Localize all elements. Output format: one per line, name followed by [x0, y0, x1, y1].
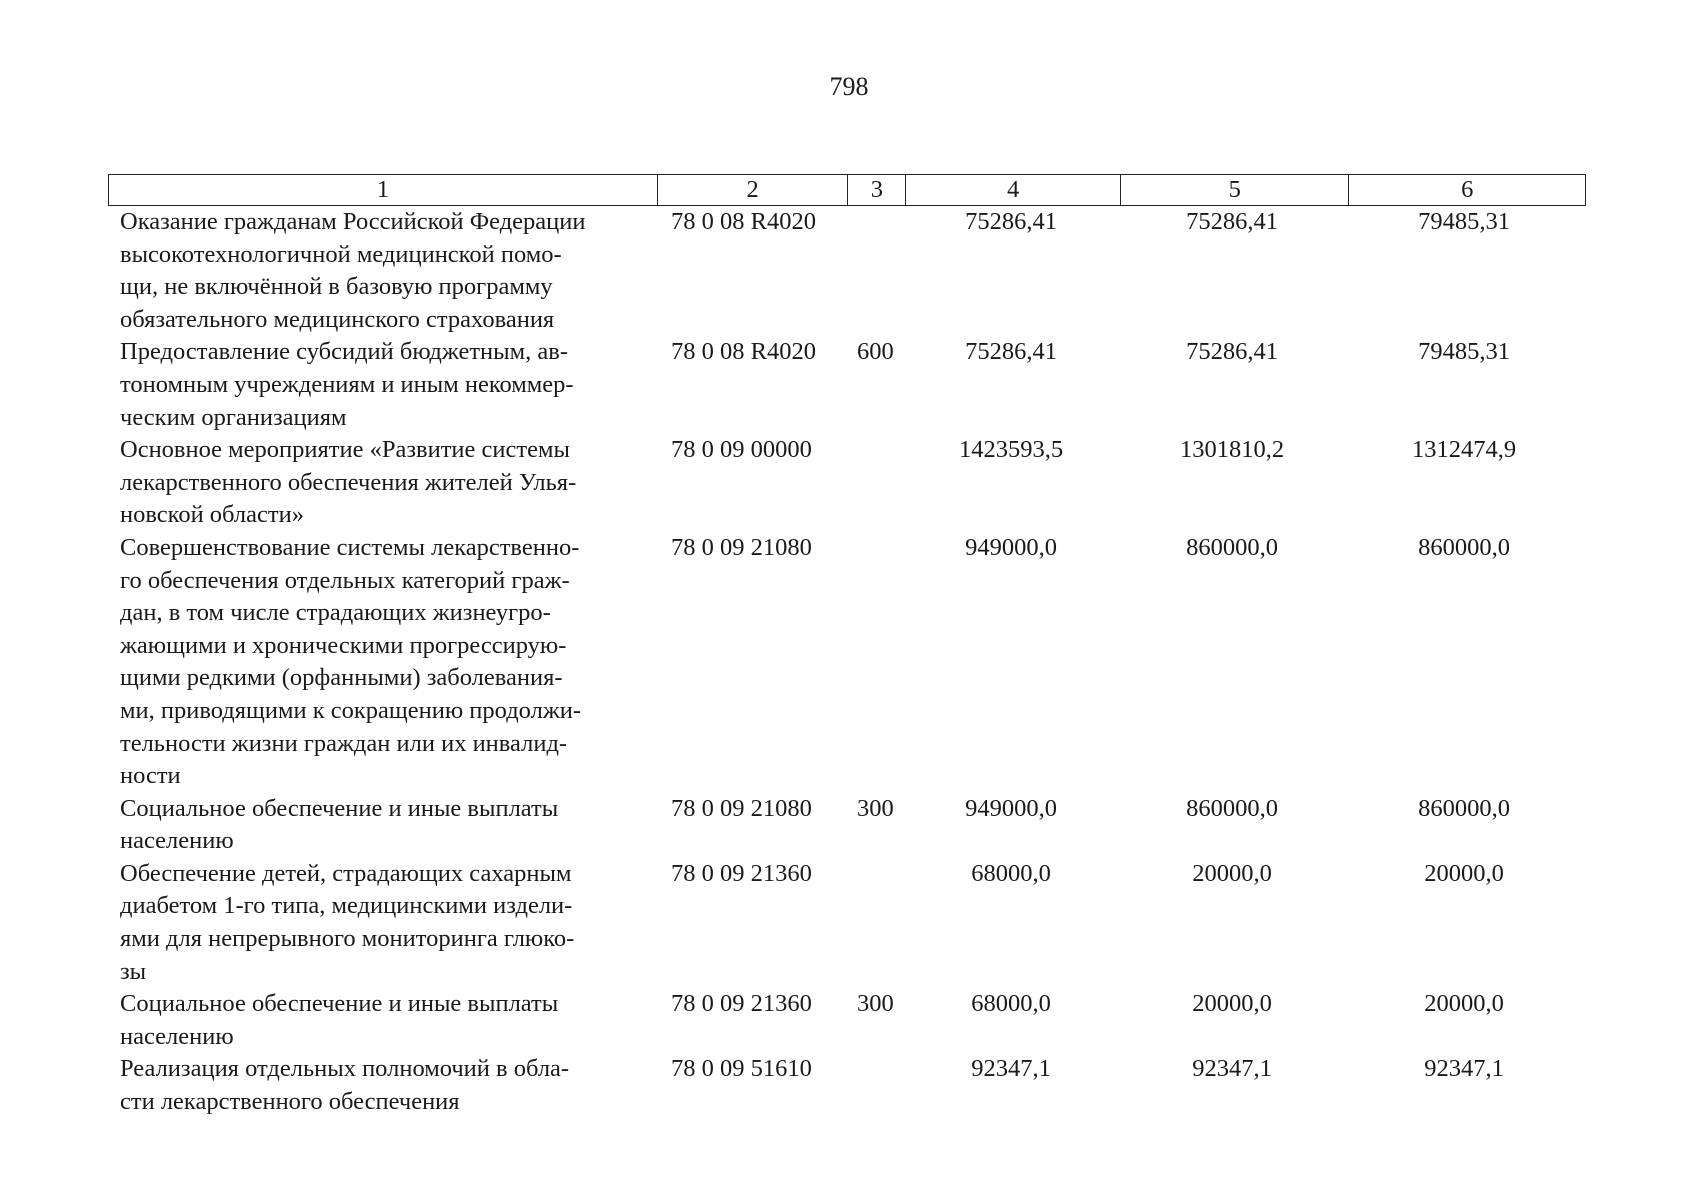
table-row [108, 434, 1586, 532]
row-code-cell: 78 0 09 21360 [671, 990, 812, 1018]
row-name-line: Основное мероприятие «Развитие системы [120, 436, 570, 464]
row-name-cell [108, 1053, 657, 1118]
page-number: 798 [829, 72, 869, 101]
row-value-col-4: 949000,0 [965, 794, 1057, 822]
row-name-line: Совершенствование системы лекарственно- [120, 533, 580, 561]
table-header-row [108, 174, 1586, 206]
row-name-cell [108, 336, 657, 434]
row-name-cell [108, 858, 657, 988]
row-value-col-4: 68000,0 [971, 990, 1051, 1018]
row-name-line: ческим организациям [120, 403, 347, 431]
row-type-cell: 300 [857, 794, 894, 822]
row-code-cell: 78 0 09 21080 [671, 794, 812, 822]
row-type-cell [847, 532, 904, 793]
header-col-6: 6 [1348, 175, 1585, 205]
row-value-col-5: 75286,41 [1186, 338, 1278, 366]
row-name-cell [108, 532, 657, 793]
row-value-col-6: 20000,0 [1424, 990, 1504, 1018]
row-value-col-5: 860000,0 [1186, 794, 1278, 822]
table-row [108, 206, 1586, 336]
row-name-line: Социальное обеспечение и иные выплаты [120, 794, 559, 822]
table-row [108, 988, 1586, 1053]
row-name-line: тельности жизни граждан или их инвалид- [120, 729, 568, 757]
row-name-line: жающими и хроническими прогрессирую- [120, 631, 567, 659]
row-value-col-5: 20000,0 [1192, 990, 1272, 1018]
row-name-line: лекарственного обеспечения жителей Улья- [120, 468, 577, 496]
row-value-col-4: 75286,41 [965, 208, 1057, 235]
row-name-line: ми, приводящими к сокращению продолжи- [120, 696, 582, 724]
row-name-line: высокотехнологичной медицинской помо- [120, 240, 562, 268]
table-body [108, 206, 1586, 1119]
row-value-col-6: 92347,1 [1424, 1055, 1504, 1083]
row-value-col-5: 20000,0 [1192, 859, 1272, 887]
row-name-line: диабетом 1-го типа, медицинскими издели- [120, 892, 573, 920]
header-col-4: 4 [905, 175, 1120, 205]
row-type-cell [847, 1053, 904, 1118]
row-value-col-4: 68000,0 [971, 859, 1051, 887]
header-col-5: 5 [1120, 175, 1349, 205]
table-row [108, 793, 1586, 858]
header-col-2: 2 [657, 175, 848, 205]
row-name-cell [108, 434, 657, 532]
row-name-line: Реализация отдельных полномочий в обла- [120, 1055, 570, 1083]
row-value-col-6: 79485,31 [1418, 338, 1510, 366]
row-code-cell: 78 0 08 R4020 [671, 338, 816, 366]
row-name-cell [108, 793, 657, 858]
row-value-col-4: 75286,41 [965, 338, 1057, 366]
row-value-col-5: 1301810,2 [1179, 436, 1285, 464]
row-name-line: новской области» [120, 501, 304, 529]
row-name-line: щи, не включённой в базовую программу [120, 273, 553, 301]
row-value-col-6: 1312474,9 [1411, 436, 1517, 464]
row-name-line: зы [120, 957, 147, 985]
row-name-cell [108, 988, 657, 1053]
table-row [108, 532, 1586, 793]
header-col-3: 3 [847, 175, 905, 205]
row-name-line: тономным учреждениям и иным некоммер- [120, 370, 574, 398]
row-code-cell: 78 0 09 00000 [671, 436, 812, 464]
row-code-cell: 78 0 08 R4020 [671, 208, 816, 235]
row-type-cell [847, 434, 904, 532]
row-type-cell [847, 206, 904, 336]
row-code-cell: 78 0 09 21360 [671, 859, 812, 887]
row-value-col-6: 860000,0 [1418, 794, 1510, 822]
row-name-line: сти лекарственного обеспечения [120, 1088, 460, 1116]
row-value-col-4: 1423593,5 [958, 436, 1064, 464]
table-row [108, 858, 1586, 988]
row-value-col-5: 860000,0 [1186, 533, 1278, 561]
row-name-line: Предоставление субсидий бюджетным, ав- [120, 338, 568, 366]
row-value-col-5: 92347,1 [1192, 1055, 1272, 1083]
row-type-cell [847, 858, 904, 988]
row-name-line: населению [120, 827, 234, 855]
header-col-1: 1 [376, 176, 390, 203]
row-type-cell: 600 [857, 338, 894, 366]
row-name-line: Оказание гражданам Российской Федерации [120, 208, 586, 235]
table-row [108, 1053, 1586, 1118]
row-name-line: Обеспечение детей, страдающих сахарным [120, 859, 572, 887]
row-value-col-6: 860000,0 [1418, 533, 1510, 561]
table-row [108, 336, 1586, 434]
row-name-line: ности [120, 762, 181, 790]
row-name-line: щими редкими (орфанными) заболевания- [120, 664, 563, 692]
row-name-line: Социальное обеспечение и иные выплаты [120, 990, 559, 1018]
row-value-col-6: 79485,31 [1418, 208, 1510, 235]
row-name-line: дан, в том числе страдающих жизнеугро- [120, 599, 551, 627]
row-name-line: населению [120, 1022, 234, 1050]
row-name-line: го обеспечения отдельных категорий граж- [120, 566, 570, 594]
row-value-col-5: 75286,41 [1186, 208, 1278, 235]
row-value-col-4: 949000,0 [965, 533, 1057, 561]
row-code-cell: 78 0 09 21080 [671, 533, 812, 561]
row-value-col-4: 92347,1 [971, 1055, 1051, 1083]
budget-table [108, 174, 1586, 1119]
row-value-col-6: 20000,0 [1424, 859, 1504, 887]
row-name-cell [108, 206, 657, 336]
row-type-cell: 300 [857, 990, 894, 1018]
row-code-cell: 78 0 09 51610 [671, 1055, 812, 1083]
row-name-line: ями для непрерывного мониторинга глюко- [120, 925, 575, 953]
row-name-line: обязательного медицинского страхования [120, 305, 555, 333]
